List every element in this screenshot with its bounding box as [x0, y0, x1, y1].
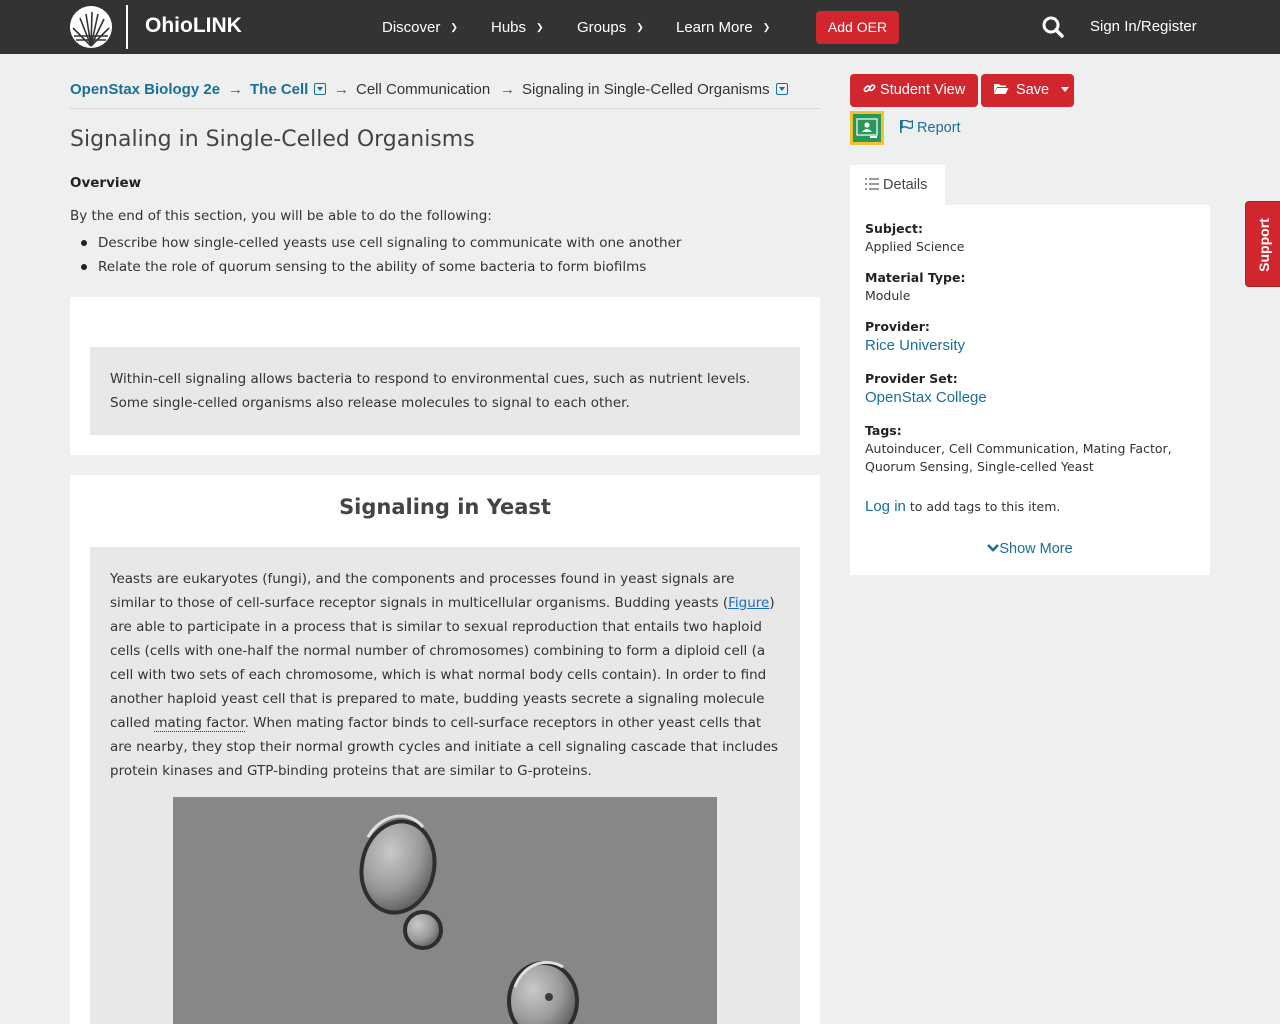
breadcrumb-openstax-biology[interactable]: OpenStax Biology 2e	[70, 81, 221, 98]
provider-set-link[interactable]: OpenStax College	[865, 389, 987, 406]
breadcrumb-current: Signaling in Single-Celled Organisms	[522, 81, 770, 98]
show-more-button[interactable]	[850, 539, 1210, 559]
section-paragraph	[110, 567, 782, 783]
intro-note: Within-cell signaling allows bacteria to respond to environmental cues, such as nutrient levels. Some single-celled organisms also release molecules to signal to each other.	[90, 347, 800, 435]
save-button[interactable]	[981, 74, 1074, 107]
support-label: Support	[1256, 218, 1272, 272]
nav-groups[interactable]	[577, 17, 644, 37]
google-classroom-share-button[interactable]	[850, 111, 884, 145]
ohiolink-logo-icon[interactable]	[70, 6, 112, 48]
glossary-term[interactable]: mating factor	[154, 715, 245, 731]
material-type-field	[865, 269, 1195, 305]
nav-learn-more-label: Learn More	[676, 19, 753, 36]
details-panel	[850, 205, 1210, 575]
tags-field	[865, 422, 1175, 476]
dropdown-toggle-icon[interactable]	[314, 83, 326, 95]
google-classroom-icon	[853, 114, 881, 142]
material-type-label: Material Type:	[865, 270, 966, 285]
provider-label: Provider:	[865, 319, 930, 334]
student-view-label: Student View	[880, 82, 966, 98]
search-icon[interactable]	[1040, 14, 1066, 40]
sign-in-register-link[interactable]: Sign In/Register	[1090, 18, 1197, 35]
paragraph-text: Yeasts are eukaryotes (fungi), and the components and processes found in yeast signals are similar to those of cell-surface receptor signals in multicellular organisms. Budding yeasts (	[110, 571, 735, 611]
add-oer-button[interactable]: Add OER	[816, 11, 899, 44]
top-navbar	[0, 0, 1280, 54]
subject-field	[865, 220, 1195, 256]
budding-yeast-micrograph	[173, 797, 717, 1024]
details-tab-label: Details	[883, 177, 928, 193]
figure-link[interactable]: Figure	[728, 595, 770, 611]
chevron-down-icon: ❯	[450, 22, 458, 32]
report-label: Report	[917, 120, 961, 136]
breadcrumb-the-cell[interactable]: The Cell	[250, 81, 309, 98]
support-tab[interactable]	[1245, 201, 1280, 287]
flag-icon	[899, 120, 913, 133]
student-view-button[interactable]	[850, 74, 978, 107]
subject-label: Subject:	[865, 221, 923, 236]
objectives-intro: By the end of this section, you will be able to do the following:	[70, 208, 492, 224]
list-item: Describe how single-celled yeasts use cell signaling to communicate with one another	[70, 231, 810, 255]
list-item: Relate the role of quorum sensing to the ability of some bacteria to form biofilms	[70, 255, 810, 279]
subject-value: Applied Science	[865, 239, 965, 254]
login-to-tag	[865, 497, 1060, 517]
breadcrumb-separator: →	[334, 81, 349, 98]
save-label: Save	[1016, 82, 1050, 98]
provider-field	[865, 318, 1195, 356]
breadcrumb-item-current	[522, 80, 788, 100]
nav-groups-label: Groups	[577, 19, 627, 36]
intro-card	[70, 297, 820, 455]
breadcrumb-separator: →	[228, 81, 243, 98]
objectives-list	[70, 231, 810, 279]
list-icon	[865, 178, 879, 190]
paragraph-text: ) are able to participate in a process that is similar to sexual reproduction that entails two haploid cells (cells with one-half the normal number of chromosomes) combining to form a diploid cell (a cell with two sets of each chromosome, which is what normal body cells contain). In order to find another haploid yeast cell that is prepared to mate, budding yeasts secrete a signaling molecule called	[110, 595, 775, 731]
dropdown-toggle-icon[interactable]	[776, 83, 788, 95]
overview-heading: Overview	[70, 175, 142, 191]
chevron-down-icon: ❯	[762, 22, 771, 32]
section-body	[90, 547, 800, 1024]
nav-discover[interactable]	[382, 17, 458, 37]
section-title: Signaling in Yeast	[339, 495, 551, 519]
link-icon	[863, 82, 876, 95]
nav-learn-more[interactable]	[676, 17, 770, 37]
tab-details[interactable]	[850, 165, 945, 205]
section-card	[70, 475, 820, 1024]
nav-hubs[interactable]	[491, 17, 544, 37]
show-more-label: Show More	[999, 541, 1073, 557]
page-title: Signaling in Single-Celled Organisms	[70, 127, 475, 152]
tags-label: Tags:	[865, 423, 902, 438]
breadcrumb-item-the-cell	[250, 80, 326, 100]
breadcrumb	[70, 80, 820, 109]
breadcrumb-cell-communication: Cell Communication	[356, 81, 491, 98]
chevron-down-icon: ❯	[636, 22, 644, 32]
paragraph-text: . When mating factor binds to cell-surface receptors in other yeast cells that are nearby, they stop their normal growth cycles and initiate a cell signaling cascade that includes protein kinases and GTP-binding proteins that are similar to G-proteins.	[110, 715, 779, 779]
nav-discover-label: Discover	[382, 19, 441, 36]
chevron-down-icon: ❯	[536, 22, 544, 32]
log-in-link[interactable]: Log in	[865, 498, 906, 515]
folder-open-icon	[993, 82, 1009, 95]
chevron-down-icon	[987, 543, 999, 553]
tags-value: Autoinducer, Cell Communication, Mating Factor, Quorum Sensing, Single-celled Yeast	[865, 441, 1172, 474]
report-link[interactable]	[899, 118, 961, 138]
provider-set-field	[865, 370, 1195, 408]
caret-down-icon	[1061, 87, 1069, 92]
logo-divider	[126, 5, 128, 49]
brand-name[interactable]: OhioLINK	[145, 14, 242, 37]
provider-link[interactable]: Rice University	[865, 337, 966, 354]
nav-hubs-label: Hubs	[491, 19, 527, 36]
material-type-value: Module	[865, 288, 911, 303]
breadcrumb-separator: →	[500, 81, 515, 98]
provider-set-label: Provider Set:	[865, 371, 958, 386]
login-suffix: to add tags to this item.	[905, 499, 1061, 514]
